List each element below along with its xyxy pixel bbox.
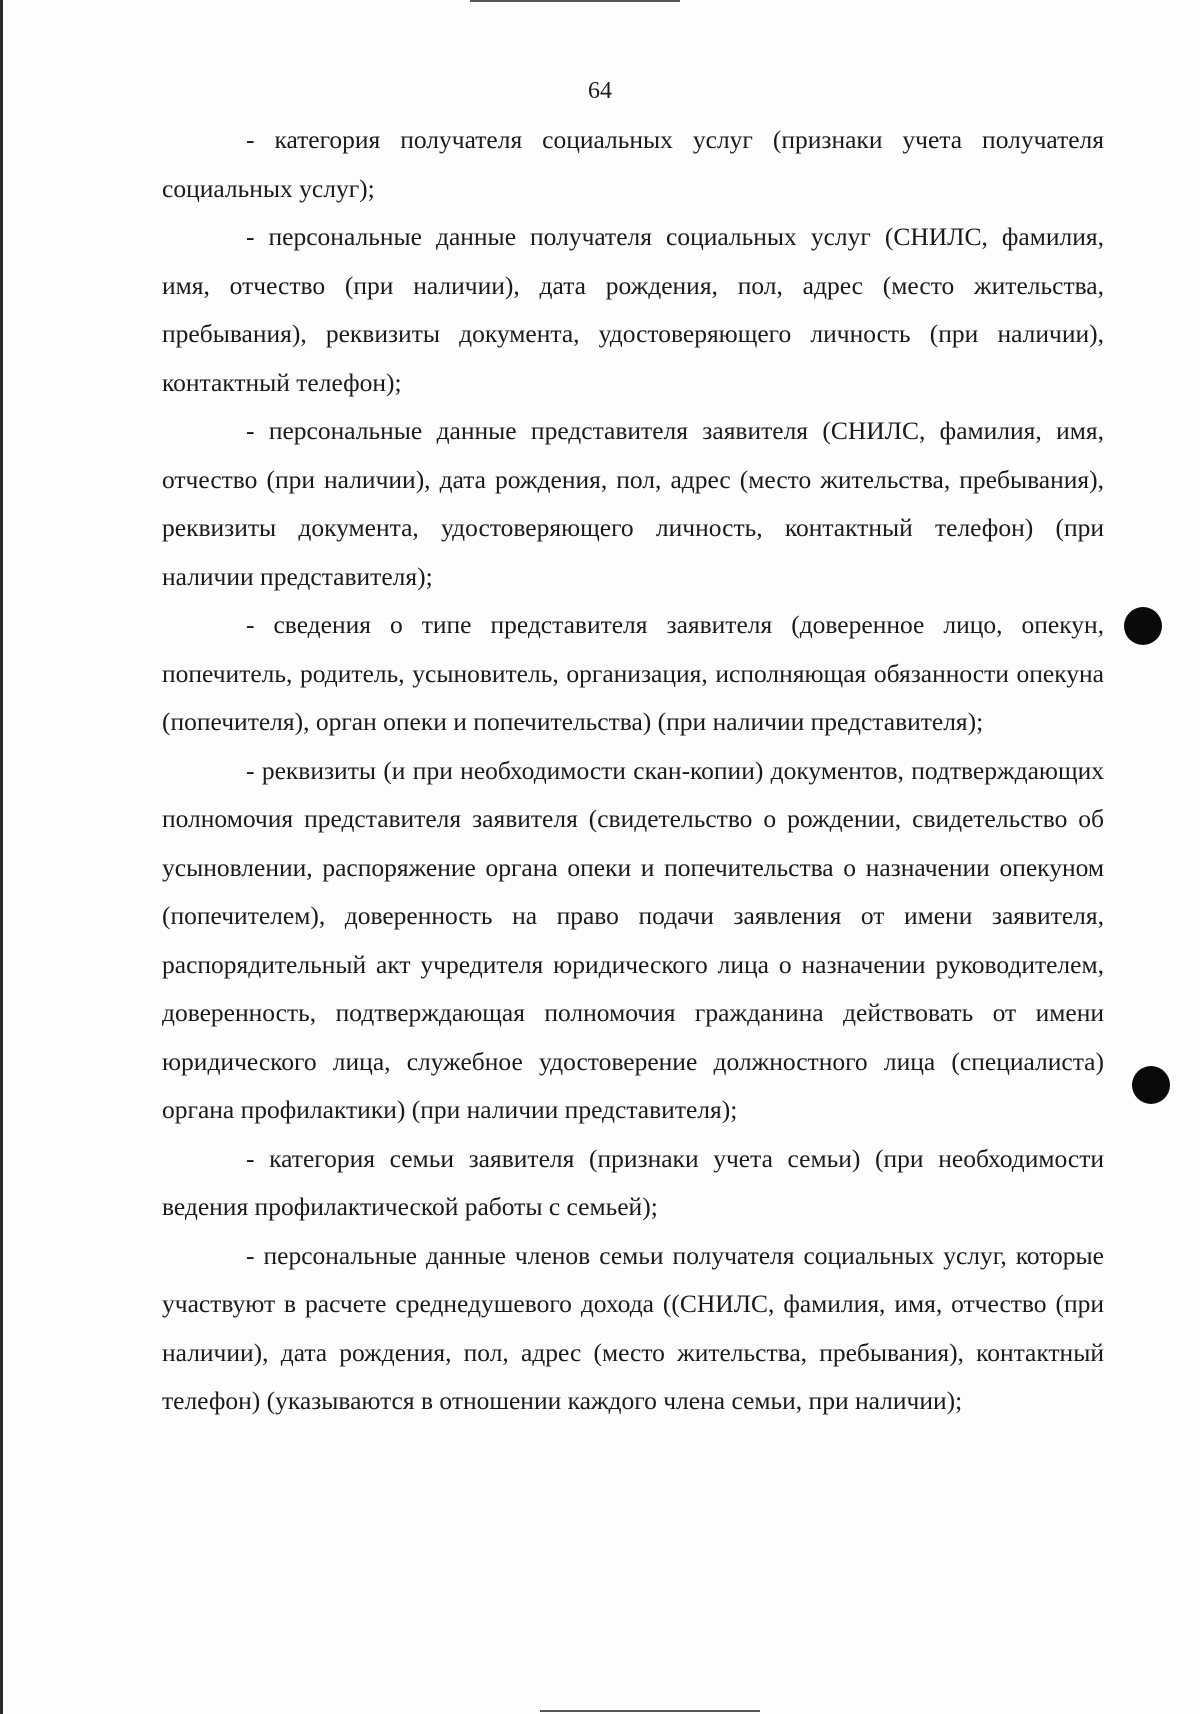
document-body	[162, 116, 1104, 1426]
paragraph-representative-personal-data: - персональные данные представителя заявителя (СНИЛС, фамилия, имя, отчество (при наличии), дата рождения, пол, адрес (место жительства, пребывания), реквизиты документа, удостоверяющего личность, контактный телефон) (при наличии представителя);	[162, 416, 1104, 591]
paragraph-recipient-category: - категория получателя социальных услуг (признаки учета получателя социальных услуг);	[162, 125, 1104, 203]
paragraph-representative-type: - сведения о типе представителя заявителя (доверенное лицо, опекун, попечитель, родитель, усыновитель, организация, исполняющая обязанности опекуна (попечителя), орган опеки и попечительства) (при наличии представителя);	[162, 610, 1104, 736]
scan-bottom-mark	[540, 1710, 760, 1712]
paragraph-authority-documents: - реквизиты (и при необходимости скан-копии) документов, подтверждающих полномочия представителя заявителя (свидетельство о рождении, свидетельство об усыновлении, распоряжение органа опеки и попечительства о назначении опекуном (попечителем), доверенность на право подачи заявления от имени заявителя, распорядительный акт учредителя юридического лица о назначении руководителем, доверенность, подтверждающая полномочия гражданина действовать от имени юридического лица, служебное удостоверение должностного лица (специалиста) органа профилактики) (при наличии представителя);	[162, 755, 1104, 1124]
page-number: 64	[588, 78, 612, 104]
scan-left-edge	[0, 0, 3, 1714]
paragraph-family-members-data: - персональные данные членов семьи получателя социальных услуг, которые участвуют в расчете среднедушевого дохода ((СНИЛС, фамилия, имя, отчество (при наличии), дата рождения, пол, адрес (место жительства, пребывания), контактный телефон) (указываются в отношении каждого члена семьи, при наличии);	[162, 1240, 1104, 1415]
paragraph-recipient-personal-data: - персональные данные получателя социальных услуг (СНИЛС, фамилия, имя, отчество (при наличии), дата рождения, пол, адрес (место жительства, пребывания), реквизиты документа, удостоверяющего личность (при наличии), контактный телефон);	[162, 222, 1104, 397]
binder-hole-icon	[1132, 1066, 1170, 1104]
binder-hole-icon	[1124, 607, 1162, 645]
scan-top-mark	[470, 0, 680, 2]
paragraph-family-category: - категория семьи заявителя (признаки учета семьи) (при необходимости ведения профилактической работы с семьей);	[162, 1143, 1104, 1221]
